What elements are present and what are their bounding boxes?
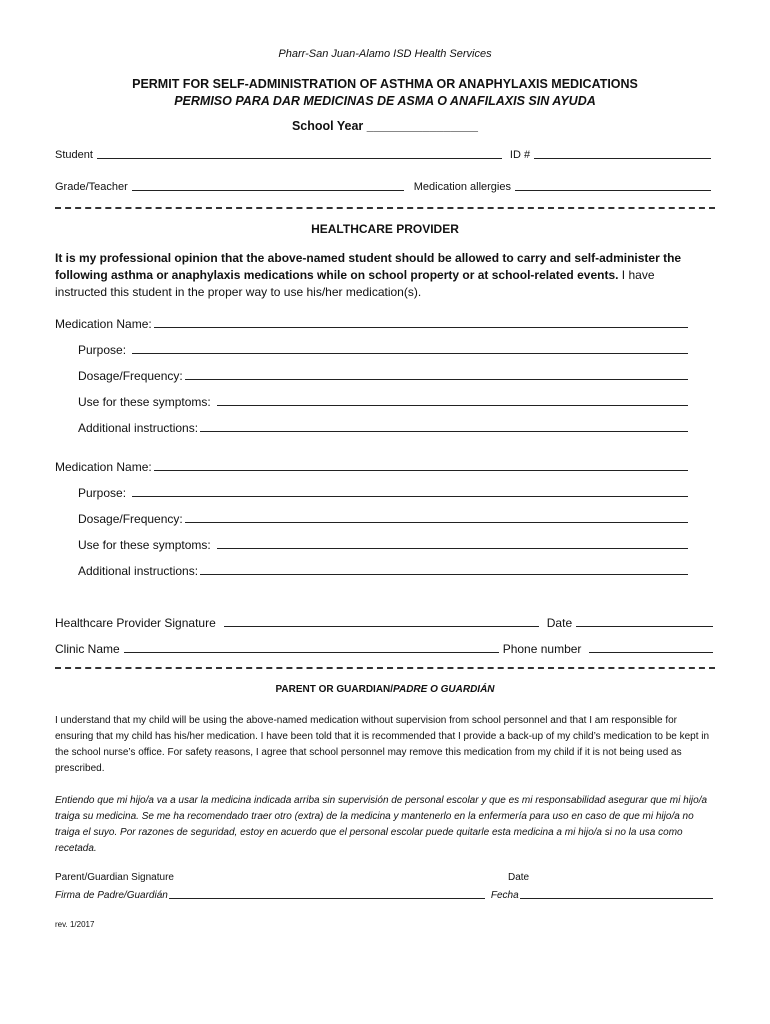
provider-opinion-bold: It is my professional opinion that the above-named student should be allowed to carry and self-administer the following asthma or anaphylaxis medications while on school property or at school-related events. xyxy=(55,251,682,282)
parent-date-field[interactable] xyxy=(520,888,713,899)
parent-signature-field[interactable] xyxy=(169,888,485,899)
form-title-spanish: PERMISO PARA DAR MEDICINAS DE ASMA O ANAFILAXIS SIN AYUDA xyxy=(174,94,596,108)
parent-signature-label: Parent/Guardian Signature xyxy=(55,872,174,883)
medication-1-instructions-field[interactable] xyxy=(200,419,688,432)
provider-date-label: Date xyxy=(546,616,573,630)
grade-teacher-field[interactable] xyxy=(132,180,404,191)
medication-name-label: Medication Name: xyxy=(55,317,152,331)
medication-1-instructions-row xyxy=(78,419,688,435)
medication-2-symptoms-field[interactable] xyxy=(217,536,688,549)
id-field[interactable] xyxy=(534,148,711,159)
student-field[interactable] xyxy=(97,148,502,159)
medication-2-name-field[interactable] xyxy=(154,458,688,471)
instructions-label: Additional instructions: xyxy=(78,421,199,435)
medication-1-name-row xyxy=(55,315,688,331)
organization-name: Pharr-San Juan-Alamo ISD Health Services xyxy=(278,48,492,60)
medication-1-name-field[interactable] xyxy=(154,315,688,328)
medication-2-instructions-row xyxy=(78,562,688,578)
parent-signature-row xyxy=(55,888,715,901)
divider xyxy=(55,207,715,209)
purpose-label: Purpose: xyxy=(78,486,127,500)
form-title-english: PERMIT FOR SELF-ADMINISTRATION OF ASTHMA OR ANAPHYLAXIS MEDICATIONS xyxy=(132,77,638,91)
revision-note: rev. 1/2017 xyxy=(55,920,95,929)
parent-signature-labels-row xyxy=(55,872,715,883)
medication-1-dosage-row xyxy=(78,367,688,383)
medication-2-instructions-field[interactable] xyxy=(200,562,688,575)
provider-opinion-rest: I have instructed this student in the proper way to use his/her medication(s). xyxy=(55,268,655,299)
student-label: Student xyxy=(55,149,93,161)
medication-2-purpose-row xyxy=(78,484,688,500)
clinic-name-field[interactable] xyxy=(124,640,499,653)
medication-2-name-row xyxy=(55,458,688,474)
parent-signature-label-spanish: Firma de Padre/Guardián xyxy=(55,890,168,901)
provider-signature-row xyxy=(55,614,717,630)
purpose-label: Purpose: xyxy=(78,343,127,357)
medication-1-purpose-field[interactable] xyxy=(132,341,688,354)
medication-name-label: Medication Name: xyxy=(55,460,152,474)
parent-guardian-title xyxy=(55,684,715,695)
parent-title-spanish: PADRE O GUARDIÁN xyxy=(393,684,495,695)
symptoms-label: Use for these symptoms: xyxy=(78,538,211,552)
medication-2-dosage-row xyxy=(78,510,688,526)
medication-1-purpose-row xyxy=(78,341,688,357)
parent-agreement-spanish: Entiendo que mi hijo/a va a usar la medicina indicada arriba sin supervisión de personal escolar y que es mi responsabilidad asegurar que mi hijo/a traiga su medicina. Se me ha recomendado traer otro (extra) de la medicina y mantenerlo en la enfermería para uso en caso de que mi hijo/a no traiga el suyo. Por razones de seguridad, estoy en acuerdo que el personal escolar puede quitarle esta medicina a mi hijo/a si no la usa como recetada. xyxy=(55,795,708,854)
divider xyxy=(55,667,715,669)
clinic-row xyxy=(55,640,717,656)
parent-title-english: PARENT OR GUARDIAN/ xyxy=(275,684,394,695)
provider-signature-field[interactable] xyxy=(224,614,539,627)
form-page xyxy=(55,0,715,1024)
allergies-label: Medication allergies xyxy=(413,181,511,193)
medication-1-dosage-field[interactable] xyxy=(185,367,688,380)
provider-date-field[interactable] xyxy=(576,614,713,627)
instructions-label: Additional instructions: xyxy=(78,564,199,578)
phone-number-label: Phone number xyxy=(502,642,582,656)
phone-number-field[interactable] xyxy=(589,640,713,653)
student-row xyxy=(55,148,715,161)
parent-agreement-english: I understand that my child will be using the above-named medication without supervision from school personnel and that I am responsible for ensuring that my child has his/her medication. I have been told that it is recommended that I provide a back-up of my child’s medication to be kept in the school nurse’s office. For safety reasons, I agree that school personnel may remove this medication from my child if it is not being used as prescribed. xyxy=(55,715,710,774)
school-year-field[interactable]: School Year ________________ xyxy=(291,119,479,133)
medication-2-purpose-field[interactable] xyxy=(132,484,688,497)
grade-teacher-label: Grade/Teacher xyxy=(55,181,128,193)
id-label: ID # xyxy=(509,149,531,161)
parent-date-label-spanish: Fecha xyxy=(490,890,519,901)
medication-1-symptoms-field[interactable] xyxy=(217,393,688,406)
grade-row xyxy=(55,180,715,193)
dosage-label: Dosage/Frequency: xyxy=(78,512,183,526)
allergies-field[interactable] xyxy=(515,180,711,191)
medication-1-symptoms-row xyxy=(78,393,688,409)
parent-date-label: Date xyxy=(508,872,530,883)
medication-2-symptoms-row xyxy=(78,536,688,552)
healthcare-provider-title: HEALTHCARE PROVIDER xyxy=(311,222,459,236)
medication-2-dosage-field[interactable] xyxy=(185,510,688,523)
dosage-label: Dosage/Frequency: xyxy=(78,369,183,383)
provider-signature-label: Healthcare Provider Signature xyxy=(55,616,216,630)
symptoms-label: Use for these symptoms: xyxy=(78,395,211,409)
provider-opinion xyxy=(55,250,700,301)
clinic-name-label: Clinic Name xyxy=(55,642,120,656)
